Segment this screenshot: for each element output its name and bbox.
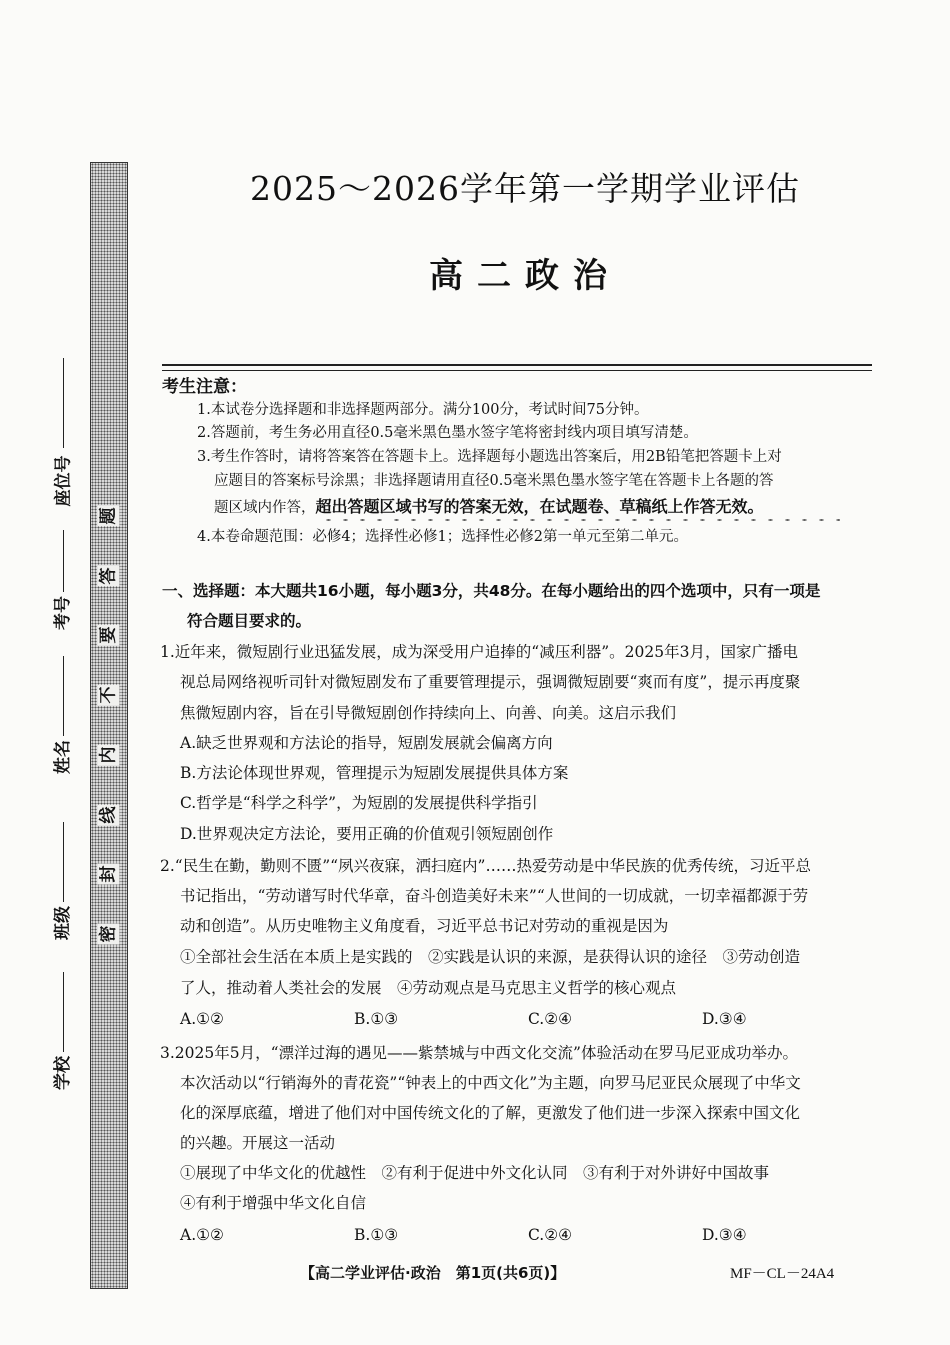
- field-label: 班级: [53, 906, 73, 940]
- section-heading: 一、选择题：本大题共16小题，每小题3分，共48分。在每小题给出的四个选项中，只有一项是: [162, 582, 821, 600]
- field-name[interactable]: [50, 656, 76, 774]
- option-b: B.①③: [354, 1226, 399, 1244]
- question-text: 2.“民生在勤，勤则不匮”“夙兴夜寐，洒扫庭内”……热爱劳动是中华民族的优秀传统，习近平总: [160, 857, 811, 875]
- question-text: 本次活动以“行销海外的青花瓷”“钟表上的中西文化”为主题，向罗马尼亚民众展现了中华文: [180, 1074, 801, 1092]
- section-heading: 符合题目要求的。: [187, 612, 312, 630]
- field-label: 座位号: [53, 455, 73, 507]
- page-footer: 【高二学业评估·政治 第1页(共6页)】: [300, 1264, 566, 1282]
- question-text: 1.近年来，微短剧行业迅猛发展，成为深受用户追捧的“减压利器”。2025年3月，国家广播电: [160, 643, 798, 661]
- field-line: [63, 822, 64, 902]
- question-text: 动和创造”。从历史唯物主义角度看，习近平总书记对劳动的重视是因为: [180, 917, 669, 935]
- notice-item: 4.本卷命题范围：必修4；选择性必修1；选择性必修2第一单元至第二单元。: [197, 529, 689, 545]
- notice-text: 题区域内作答，: [214, 500, 316, 516]
- paper-code: MF－CL－24A4: [730, 1266, 835, 1282]
- question-text: 化的深厚底蕴，增进了他们对中国传统文化的了解，更激发了他们进一步深入探索中国文化: [180, 1104, 801, 1122]
- field-label: 姓名: [53, 740, 73, 774]
- notice-item: 1.本试卷分选择题和非选择题两部分。满分100分，考试时间75分钟。: [197, 402, 649, 418]
- field-line: [63, 358, 64, 448]
- seal-word: 题: [98, 507, 118, 525]
- option-c: C.哲学是“科学之科学”，为短剧的发展提供科学指引: [180, 794, 538, 812]
- statement-line: ④有利于增强中华文化自信: [180, 1194, 367, 1212]
- notice-title: 考生注意：: [162, 377, 247, 397]
- subject-title: 高二政治: [429, 256, 621, 296]
- field-line: [63, 972, 64, 1052]
- notice-emphasis: 超出答题区域书写的答案无效，在试题卷、草稿纸上作答无效。: [315, 497, 764, 516]
- seal-word: 封: [98, 865, 118, 883]
- seal-word: 不: [98, 686, 118, 704]
- seal-word: 要: [98, 626, 118, 644]
- field-line: [63, 530, 64, 592]
- seal-word: 内: [98, 746, 118, 764]
- notice-item: 2.答题前，考生务必用直径0.5毫米黑色墨水签字笔将密封线内项目填写清楚。: [197, 425, 698, 441]
- statement-line: 了人，推动着人类社会的发展 ④劳动观点是马克思主义哲学的核心观点: [180, 979, 677, 997]
- option-b: B.方法论体现世界观，管理提示为短剧发展提供具体方案: [180, 764, 569, 782]
- field-exam-number[interactable]: [50, 530, 76, 630]
- option-a: A.缺乏世界观和方法论的指导，短剧发展就会偏离方向: [180, 734, 553, 752]
- divider: [162, 370, 872, 371]
- statement-line: ①展现了中华文化的优越性 ②有利于促进中外文化认同 ③有利于对外讲好中国故事: [180, 1164, 770, 1182]
- question-text: 视总局网络视听司针对微短剧发布了重要管理提示，强调微短剧要“爽而有度”，提示再度聚: [180, 673, 801, 691]
- seal-word: 线: [98, 806, 118, 824]
- exam-title: 2025～2026学年第一学期学业评估: [250, 169, 800, 208]
- notice-item: 应题目的答案标号涂黑；非选择题请用直径0.5毫米黑色墨水签字笔在答题卡上各题的答: [214, 473, 774, 489]
- statement-line: ①全部社会生活在本质上是实践的 ②实践是认识的来源，是获得认识的途径 ③劳动创造: [180, 948, 801, 966]
- field-line: [63, 656, 64, 736]
- field-class[interactable]: [50, 822, 76, 940]
- field-label: 学校: [53, 1056, 73, 1090]
- question-text: 的兴趣。开展这一活动: [180, 1134, 336, 1152]
- option-c: C.②④: [528, 1010, 573, 1028]
- emphasis-dots: [320, 517, 840, 523]
- field-seat-number[interactable]: [50, 358, 76, 507]
- answer-options: [180, 1224, 880, 1246]
- notice-item: 3.考生作答时，请将答案答在答题卡上。选择题每小题选出答案后，用2B铅笔把答题卡上对: [197, 449, 782, 465]
- option-d: D.③④: [702, 1226, 747, 1244]
- answer-options: [180, 1008, 880, 1030]
- seal-word: 答: [98, 567, 118, 585]
- option-a: A.①②: [180, 1226, 224, 1244]
- option-c: C.②④: [528, 1226, 573, 1244]
- question-text: 3.2025年5月，“漂洋过海的遇见——紫禁城与中西文化交流”体验活动在罗马尼亚成功举办。: [160, 1044, 798, 1062]
- option-d: D.世界观决定方法论，要用正确的价值观引领短剧创作: [180, 825, 554, 843]
- option-d: D.③④: [702, 1010, 747, 1028]
- field-label: 考号: [53, 596, 73, 630]
- option-b: B.①③: [354, 1010, 399, 1028]
- field-school[interactable]: [50, 972, 76, 1090]
- seal-line-words: [90, 505, 126, 945]
- option-a: A.①②: [180, 1010, 224, 1028]
- question-text: 书记指出，“劳动谱写时代华章，奋斗创造美好未来”“人世间的一切成就，一切幸福都源于劳: [180, 887, 809, 905]
- notice-item: [214, 496, 904, 519]
- question-text: 焦微短剧内容，旨在引导微短剧创作持续向上、向善、向美。这启示我们: [180, 704, 677, 722]
- seal-word: 密: [98, 925, 118, 943]
- divider: [162, 364, 872, 366]
